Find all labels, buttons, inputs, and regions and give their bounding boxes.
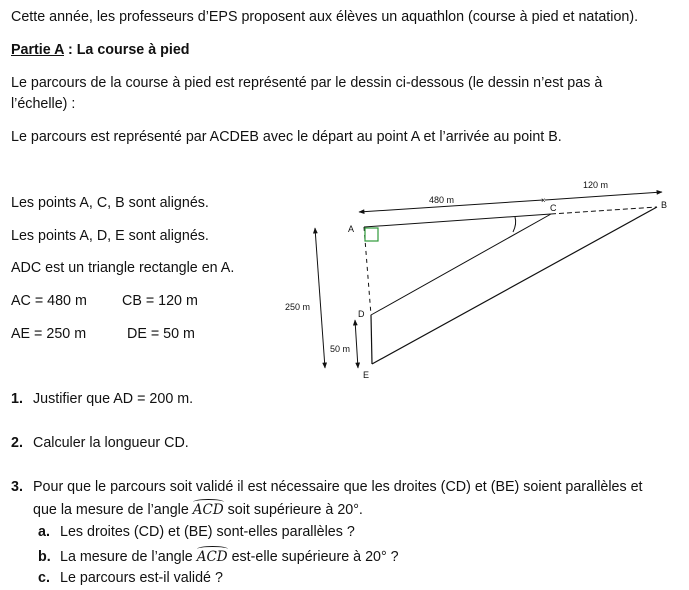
fact-ac: AC = 480 m <box>11 293 87 309</box>
question-3-number: 3. <box>11 479 23 495</box>
question-2-text: Calculer la longueur CD. <box>33 435 189 451</box>
question-3-line-2-pre: que la mesure de l’angle <box>33 502 193 518</box>
fact-ae: AE = 250 m <box>11 326 87 342</box>
fact-aligned-acb: Les points A, C, B sont alignés. <box>11 195 209 211</box>
fact-de: DE = 50 m <box>127 326 195 342</box>
segment-de <box>371 315 372 364</box>
question-3c <box>38 569 223 587</box>
question-3b <box>38 546 399 566</box>
point-a-label: A <box>348 224 355 234</box>
angle-acd-arc <box>513 217 516 232</box>
question-2 <box>11 434 189 452</box>
segment-cb-dashed <box>551 207 657 214</box>
dimension-de-label: 50 m <box>330 344 351 354</box>
point-c-label: C <box>550 203 557 213</box>
question-2-number: 2. <box>11 435 23 451</box>
part-subtitle: : La course à pied <box>63 42 190 58</box>
angle-acd-notation-b: ACD <box>197 546 228 566</box>
question-1-text: Justifier que AD = 200 m. <box>33 391 194 407</box>
intro-text: Cette année, les professeurs d’EPS proposent aux élèves un aquathlon (course à pied et natation). <box>11 9 639 25</box>
point-d-label: D <box>358 309 365 319</box>
dimension-ae-label: 250 m <box>285 302 311 312</box>
angle-acd-notation: ACD <box>193 499 224 519</box>
question-3a-text: Les droites (CD) et (BE) sont-elles parallèles ? <box>60 524 355 540</box>
question-3b-pre: La mesure de l’angle <box>60 549 197 565</box>
question-3-line-2-post: soit supérieure à 20°. <box>223 502 363 518</box>
segment-eb <box>372 207 657 364</box>
dimension-ae-arrow <box>315 228 325 368</box>
segment-ac <box>364 214 551 227</box>
question-3-line-2 <box>33 499 363 519</box>
paragraph-1-line-1: Le parcours de la course à pied est représenté par le dessin ci-dessous (le dessin n’est pas à <box>11 75 603 91</box>
question-3-line-1: Pour que le parcours soit validé il est nécessaire que les droites (CD) et (BE) soient parallèles et <box>33 479 643 495</box>
dimension-split-mark: × <box>541 196 546 205</box>
dimension-ac-label: 480 m <box>429 195 455 205</box>
fact-aligned-ade: Les points A, D, E sont alignés. <box>11 228 209 244</box>
question-1 <box>11 390 193 408</box>
fact-right-triangle: ADC est un triangle rectangle en A. <box>11 260 235 276</box>
question-3b-post: est-elle supérieure à 20° ? <box>227 549 399 565</box>
segment-cd <box>371 214 551 315</box>
paragraph-1-line-2: l’échelle) : <box>11 96 76 112</box>
question-3 <box>11 478 643 496</box>
question-3b-letter: b. <box>38 549 51 565</box>
question-3c-text: Le parcours est-il validé ? <box>60 570 223 586</box>
part-title: Partie A <box>11 42 64 58</box>
question-1-number: 1. <box>11 391 23 407</box>
paragraph-2: Le parcours est représenté par ACDEB avec le départ au point A et l’arrivée au point B. <box>11 129 562 145</box>
dimension-cb-label: 120 m <box>583 180 609 190</box>
point-e-label: E <box>363 370 370 380</box>
right-angle-mark <box>365 228 378 241</box>
question-3a <box>38 523 355 541</box>
question-3a-letter: a. <box>38 524 50 540</box>
dimension-de-arrow <box>355 320 358 368</box>
fact-cb: CB = 120 m <box>122 293 198 309</box>
question-3c-letter: c. <box>38 570 50 586</box>
dimension-cb-arrow <box>545 192 662 200</box>
point-b-label: B <box>661 200 668 210</box>
